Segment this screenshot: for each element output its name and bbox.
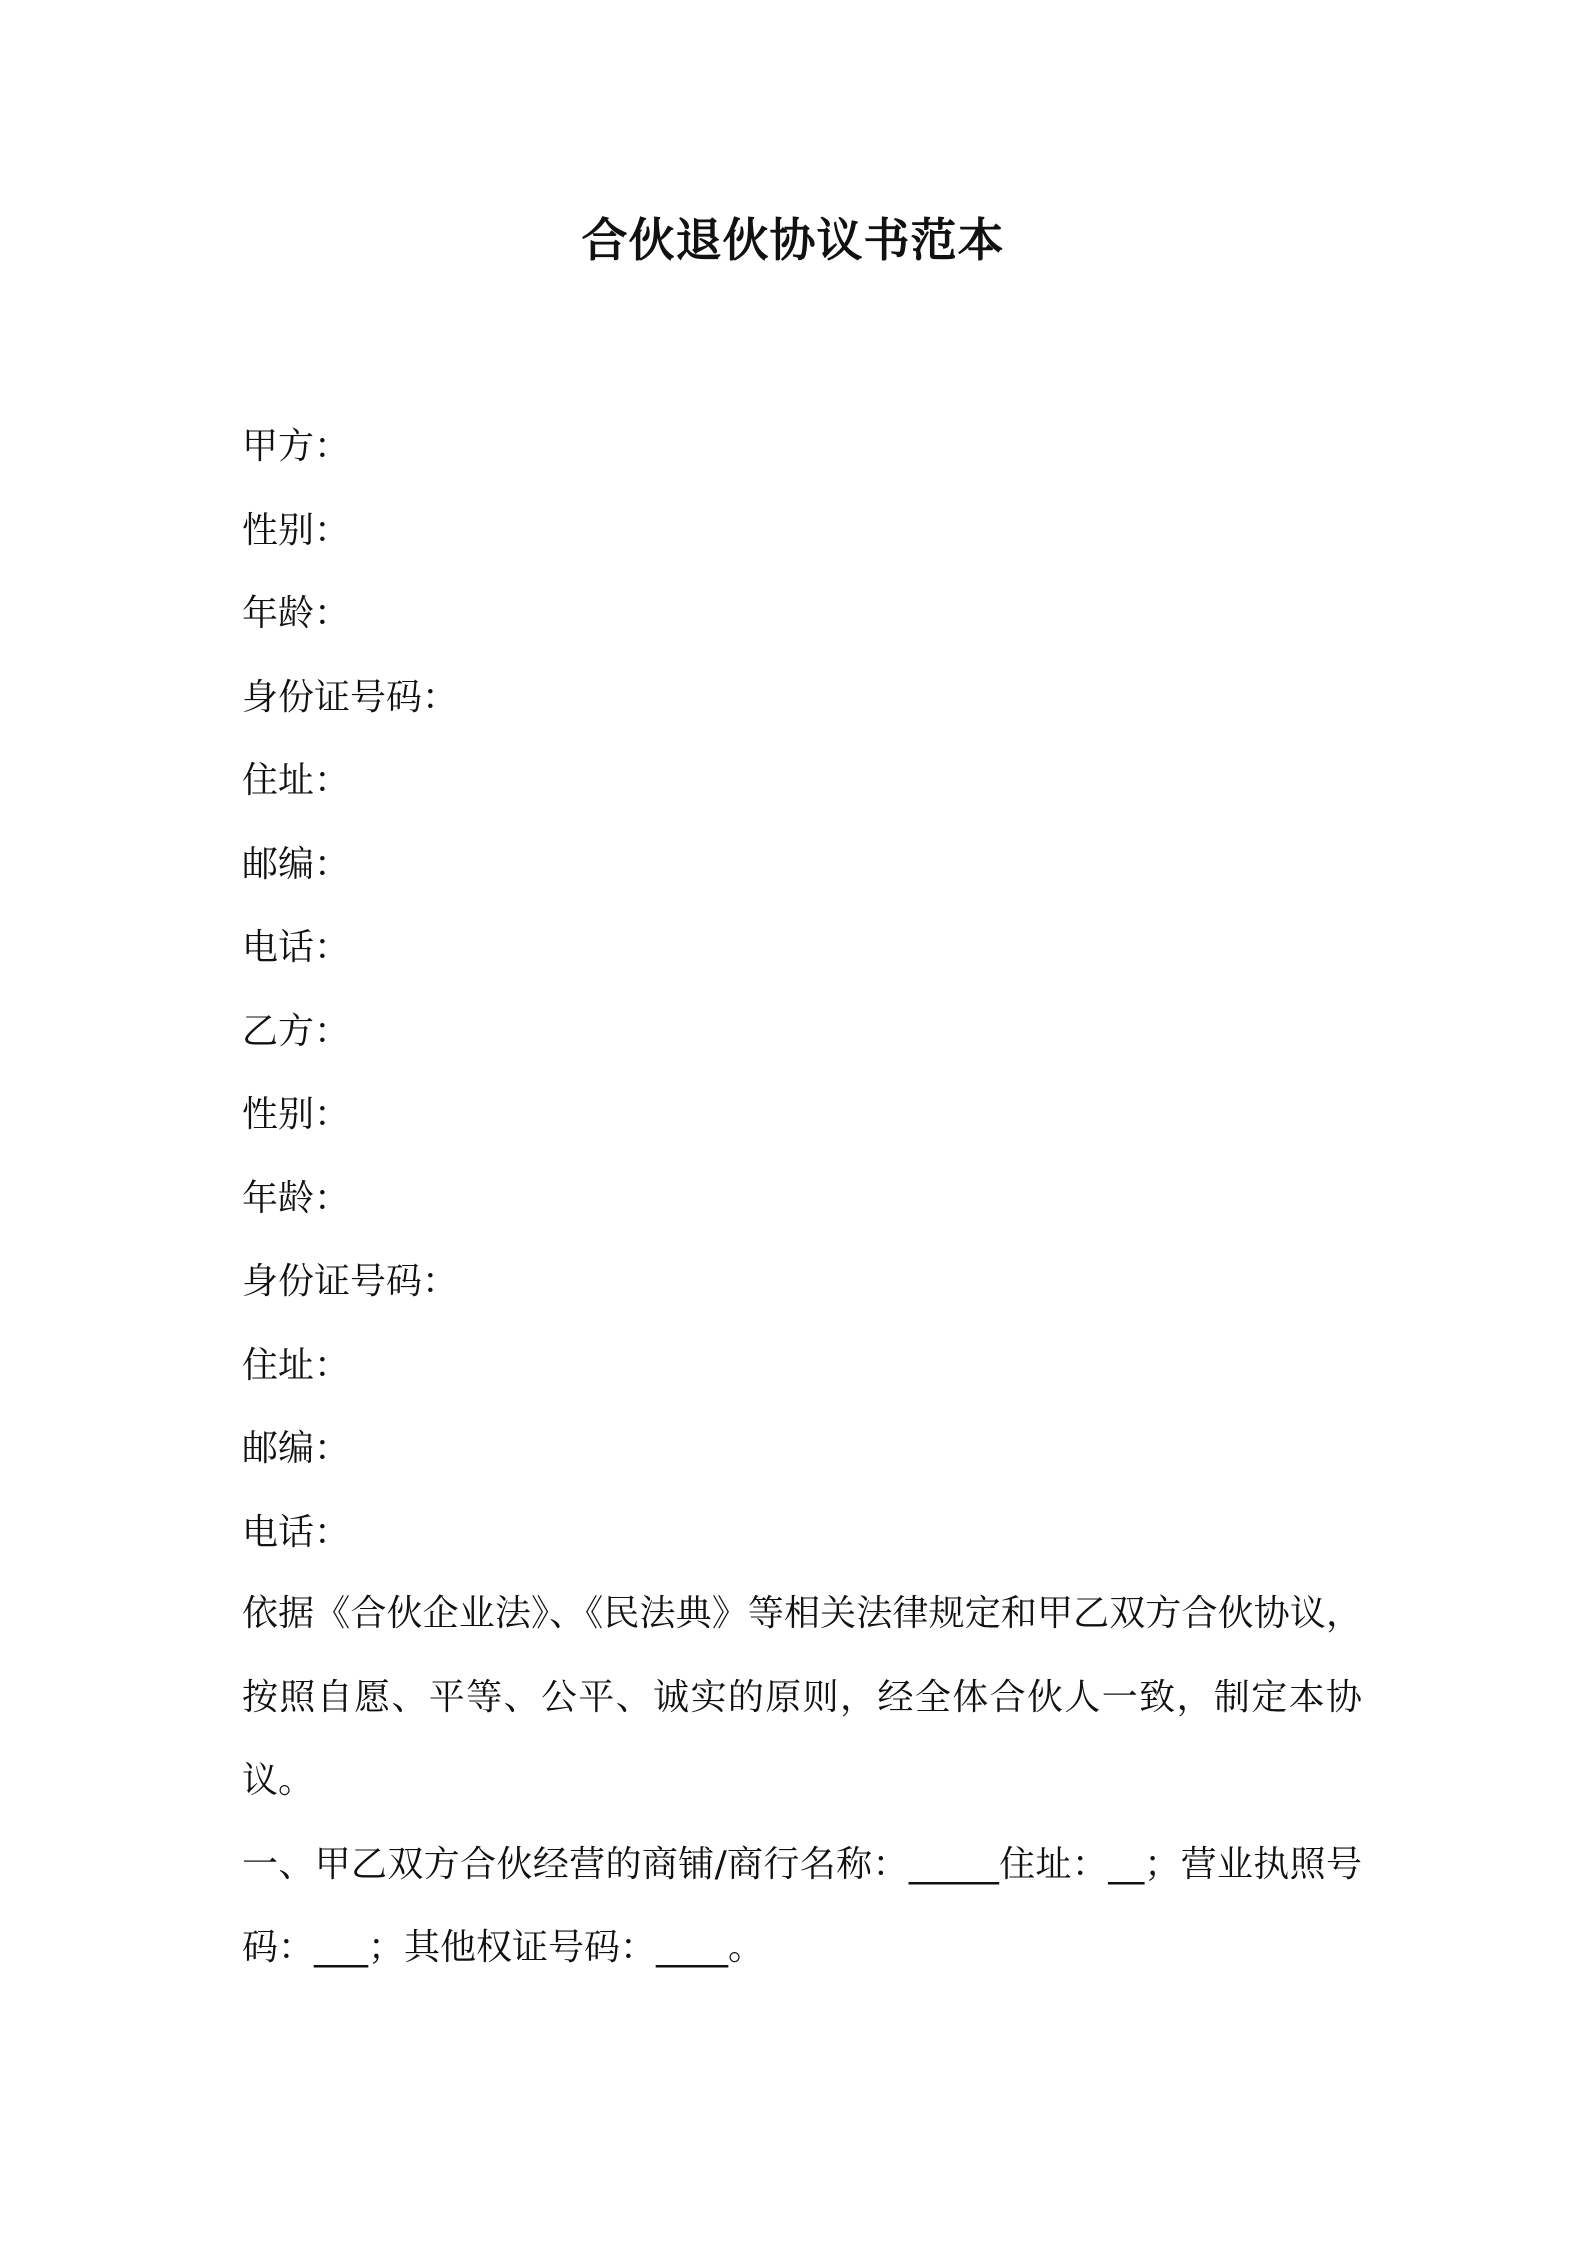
party-b-phone-label: 电话： [242, 1511, 351, 1553]
preamble-paragraph: 依据《合伙企业法》、《民法典》等相关法律规定和甲乙双方合伙协议，按照自愿、平等、公平、诚实的原则，经全体合伙人一致，制定本协议。 [242, 1593, 1362, 1801]
party-a-phone-label: 电话： [242, 927, 351, 968]
document-title: 合伙退伙协议书范本 [581, 213, 1005, 267]
party-b-id-label: 身份证号码： [242, 1261, 459, 1302]
party-info-section [242, 405, 1362, 1574]
party-b-gender-label: 性别： [242, 1094, 351, 1135]
party-b-age-label: 年龄： [242, 1177, 351, 1219]
party-a-label: 甲方： [242, 426, 351, 467]
party-a-address-label: 住址： [242, 760, 351, 801]
party-a-age-label: 年龄： [242, 593, 351, 634]
agreement-body [242, 1572, 1362, 1990]
party-b-label: 乙方： [242, 1010, 351, 1052]
party-a-postcode-label: 邮编： [242, 843, 351, 885]
party-b-postcode-label: 邮编： [242, 1428, 351, 1469]
party-a-id-label: 身份证号码： [242, 676, 459, 718]
party-b-address-label: 住址： [242, 1344, 351, 1386]
party-a-gender-label: 性别： [242, 509, 351, 551]
clause-1-paragraph: 一、甲乙双方合伙经营的商铺/商行名称：_____住址：__；营业执照号码：___；其他权证号码：____。 [242, 1843, 1362, 1968]
